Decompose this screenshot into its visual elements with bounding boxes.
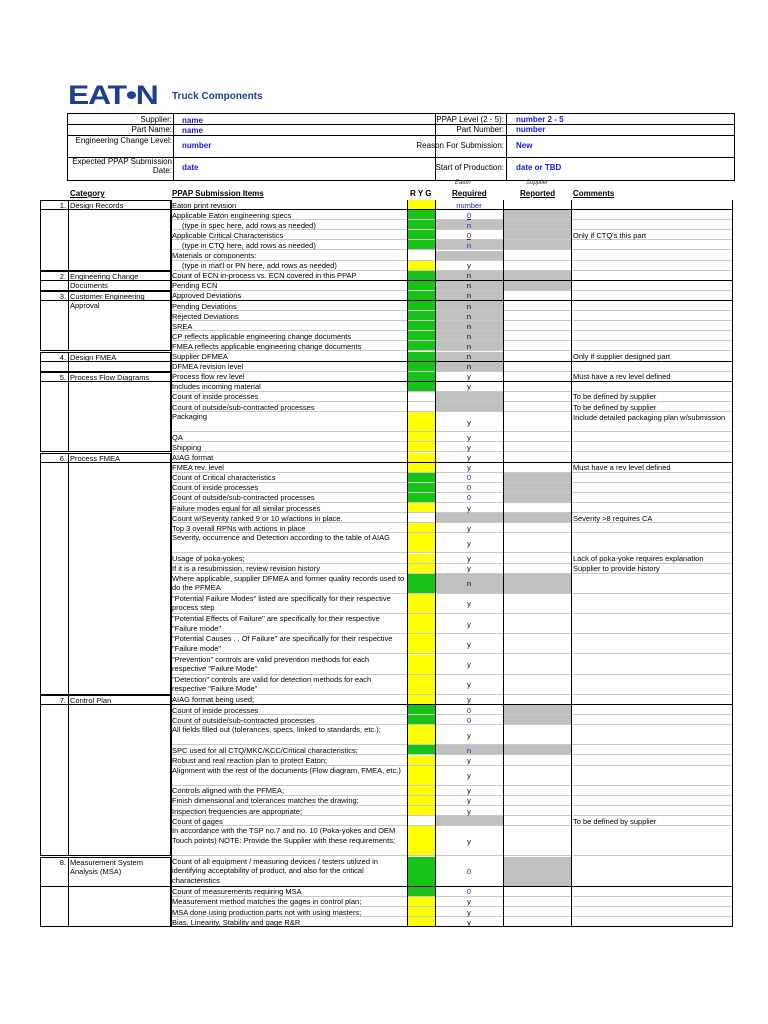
required-value[interactable]: y (467, 372, 471, 382)
section-number: 2. (59, 271, 66, 281)
required-value[interactable]: n (466, 291, 472, 301)
col-comments: Comments (573, 189, 615, 198)
submission-item: FMEA reflects applicable engineering change documents (172, 341, 362, 351)
section-number-cell (40, 857, 69, 928)
submission-item: Count of all equipment / measuring devices / testers utilized in identifying acceptability of product, and also for the critical characteristics (172, 856, 378, 885)
submission-item: AIAG format (172, 453, 214, 462)
part-name-label: Part Name: (131, 125, 172, 134)
required-value[interactable]: n (466, 271, 472, 281)
submission-item: (type in spec here, add rows as needed) (182, 220, 316, 230)
required-value[interactable]: 0 (466, 493, 472, 503)
comment-text: To be defined by supplier (573, 402, 657, 412)
submission-item: Count of inside processes (172, 392, 259, 402)
submission-item: "Potential Failure Modes" listed are specifically for their respective process step (172, 593, 391, 613)
part-name-value[interactable]: name (182, 126, 203, 135)
submission-item: Applicable Critical Characteristics (172, 230, 284, 240)
required-value[interactable]: y (467, 907, 471, 917)
start-value[interactable]: date or TBD (516, 163, 562, 172)
required-value[interactable]: n (466, 331, 472, 341)
col-items: PPAP Submission Items (172, 189, 264, 198)
col-category: Category (70, 189, 105, 198)
col-eaton: Eaton (455, 180, 471, 186)
submission-item: Failure modes equal for all similar processes (172, 503, 321, 513)
submission-item: Where applicable, supplier DFMEA and former quality records used to do the PFMEA (172, 573, 405, 593)
submission-item: Inspection frequencies are appropriate; (172, 806, 303, 816)
required-value[interactable]: y (467, 619, 471, 629)
section-category-cell (68, 200, 171, 271)
section-number-cell (40, 291, 69, 352)
required-value[interactable]: number (456, 200, 482, 210)
section-number-cell (40, 271, 69, 291)
submission-item: Supplier DFMEA (172, 352, 228, 361)
required-value[interactable]: y (467, 261, 471, 271)
ryg-status-cell[interactable] (407, 675, 435, 695)
ryg-status-cell[interactable] (407, 412, 435, 432)
required-value[interactable]: y (467, 730, 471, 740)
submission-item: Applicable Eaton engineering specs (172, 210, 292, 220)
submission-item: Count of measurements requiring MSA (172, 887, 302, 897)
submission-item: "Potential Effects of Failure" are specifically for their respective "Failure mode" (172, 614, 380, 633)
submission-item: Alignment with the rest of the documents (Flow diagram, FMEA, etc.) (172, 765, 401, 775)
section-number-cell (40, 352, 69, 372)
ryg-status-cell[interactable] (407, 655, 435, 675)
required-value[interactable]: y (467, 680, 471, 690)
ryg-status-cell[interactable] (407, 614, 435, 634)
section-category: Engineering Change Documents (70, 271, 139, 291)
submission-item: Materials or components: (172, 251, 257, 260)
comment-text: Include detailed packaging plan w/submission (573, 412, 726, 422)
expected-value[interactable]: date (182, 163, 199, 172)
submission-item: Top 3 overall RPNs with actions in place (172, 523, 306, 533)
section-category-cell (68, 372, 171, 453)
submission-item: Packaging (172, 412, 208, 422)
col-supplier: Supplier (526, 180, 549, 186)
submission-item: (type in mat'l or PN here, add rows as needed) (182, 261, 337, 271)
column-divider (571, 200, 572, 926)
column-divider (407, 200, 408, 926)
ppap-checklist-table (40, 200, 733, 926)
brand-subtitle: Truck Components (172, 91, 263, 102)
submission-item: "Detection" controls are valid for detection methods for each respective "Failure Mode" (172, 674, 372, 694)
submission-item: DFMEA revision level (172, 362, 244, 372)
column-divider (503, 200, 504, 926)
submission-item: Count of Critical characteristics (172, 473, 276, 483)
required-value[interactable]: y (467, 897, 471, 907)
section-number-cell (40, 372, 69, 453)
ryg-status-cell[interactable] (407, 766, 435, 786)
part-number-value[interactable]: number (516, 125, 546, 134)
ryg-status-cell[interactable] (407, 574, 435, 594)
submission-item: CP reflects applicable engineering change documents (172, 331, 352, 341)
submission-item: FMEA rev. level (172, 463, 224, 473)
submission-item: Usage of poka-yokes; (172, 554, 245, 563)
submission-item: QA (172, 432, 183, 442)
required-value[interactable]: y (467, 554, 471, 564)
submission-item: AIAG format being used; (172, 695, 255, 705)
required-value[interactable]: n (466, 281, 472, 291)
section-category: Measurement System Analysis (MSA) (70, 857, 143, 876)
submission-item: Bias, Linearity, Stability and gage R&R (172, 917, 301, 927)
submission-item: Process flow rev level (172, 372, 245, 382)
required-value[interactable]: 0 (466, 705, 472, 715)
required-value[interactable]: y (467, 917, 471, 927)
submission-item: SREA (172, 321, 193, 331)
submission-item: Shipping (172, 442, 202, 452)
submission-item: Count of gages (172, 816, 223, 826)
submission-item: Finish dimensional and tolerances matches the drawing; (172, 796, 359, 806)
section-number: 6. (59, 453, 66, 463)
required-value[interactable]: 0 (466, 715, 472, 725)
part-number-label: Part Number: (456, 125, 504, 134)
submission-item: Rejected Deviations (172, 311, 239, 321)
ryg-status-cell[interactable] (407, 826, 435, 856)
section-category-cell (68, 857, 171, 928)
submission-item: In accordance with the TSP no.7 and no. 10 (Poka-yokes and OEM Touch points) NOTE: Provide the Supplier with these requirements; (172, 826, 396, 845)
comment-text: Must have a rev level defined (573, 463, 671, 473)
required-value[interactable]: y (467, 786, 471, 796)
required-value[interactable]: n (466, 341, 472, 351)
required-value[interactable]: y (467, 796, 471, 806)
submission-item: Approved Deviations (172, 291, 242, 301)
ryg-status-cell[interactable] (407, 725, 435, 745)
required-value[interactable]: y (467, 771, 471, 781)
submission-item: Count of outside/sub-contracted processes (172, 715, 315, 725)
submission-item: Robust and real reaction plan to protect Eaton; (172, 756, 328, 765)
required-value[interactable]: 0 (466, 473, 472, 483)
submission-item: Eaton print revision (172, 200, 237, 210)
table-bottom-border (40, 926, 733, 927)
col-reported: Reported (520, 189, 556, 198)
ryg-status-cell[interactable] (407, 634, 435, 654)
submission-item: Count of inside processes (172, 705, 259, 715)
eaton-logo: EAT•N (68, 80, 158, 110)
supplier-label: Supplier: (140, 115, 172, 124)
section-number-cell (40, 695, 69, 857)
section-category-cell (68, 352, 171, 372)
eng-change-label: Engineering Change Level: (75, 136, 172, 145)
submission-item: "Potential Causes . . Of Failure" are specifically for their respective "Failure mode" (172, 634, 393, 653)
section-category-cell (68, 271, 171, 291)
submission-item: Controls aligned with the PFMEA; (172, 786, 285, 796)
required-value[interactable]: 0 (466, 867, 472, 877)
submission-item: SPC used for all CTQ/MKC/KCC/Critical characteristics; (172, 745, 358, 755)
required-value[interactable]: n (466, 311, 472, 321)
ppap-level-value[interactable]: number 2 - 5 (516, 115, 564, 124)
submission-item: Severity, occurrence and Detection according to the table of AIAG (172, 533, 390, 543)
submission-item: Count w/Severity ranked 9 or 10 w/actions in place. (172, 513, 343, 523)
comment-text: Only if supplier designed part (573, 352, 671, 361)
section-number-cell (40, 453, 69, 695)
col-ryg: R Y G (410, 189, 432, 198)
section-number: 3. (59, 291, 66, 301)
required-value[interactable]: 0 (466, 210, 472, 220)
required-value[interactable]: y (467, 695, 471, 705)
submission-item: Pending Deviations (172, 301, 237, 311)
comment-text: Supplier to provide history (573, 564, 660, 574)
reason-value[interactable]: New (516, 141, 533, 150)
col-required: Required (452, 189, 487, 198)
reason-label: Reason For Submission: (416, 141, 504, 150)
section-number: 4. (59, 352, 66, 362)
submission-item: MSA done using production parts not with using masters; (172, 907, 362, 917)
section-number: 5. (59, 372, 66, 382)
required-value[interactable]: n (466, 220, 472, 230)
section-number: 8. (59, 857, 66, 867)
submission-item: Includes incoming material (172, 382, 261, 392)
supplier-value[interactable]: name (182, 116, 203, 125)
required-value[interactable]: y (467, 382, 471, 392)
comment-text: Must have a rev level defined (573, 372, 671, 382)
comment-text: Only if CTQ's this part (573, 230, 647, 240)
section-number-cell (40, 200, 69, 271)
section-category: Customer Engineering Approval (70, 291, 145, 311)
submission-item: If it is a resubmission, review revision history (172, 564, 320, 574)
required-value[interactable]: y (467, 523, 471, 533)
comment-text: Lack of poka-yoke requires explanation (573, 554, 704, 563)
required-value[interactable]: y (467, 417, 471, 427)
required-value[interactable]: n (466, 240, 472, 250)
section-category-cell (68, 453, 171, 695)
submission-item: All fields filled out (tolerances, specs, linked to standards, etc.); (172, 725, 381, 735)
required-value[interactable]: y (467, 564, 471, 574)
required-value[interactable]: y (467, 836, 471, 846)
section-category-cell (68, 695, 171, 857)
submission-item: Count of outside/sub-contracted processes (172, 402, 315, 412)
ryg-status-cell[interactable] (407, 533, 435, 553)
expected-label: Expected PPAP Submission Date: (72, 157, 172, 175)
start-label: Start of Production: (435, 163, 504, 172)
submission-item: "Prevention" controls are valid prevention methods for each respective "Failure Mode" (172, 654, 370, 673)
section-category: Design Records (70, 201, 124, 210)
required-value[interactable]: y (467, 432, 471, 442)
ppap-level-label: PPAP Level (2 - 5): (436, 115, 504, 124)
column-divider (435, 200, 436, 926)
submission-item: Count of ECN in-process vs. ECN covered in this PPAP (172, 271, 357, 281)
eng-change-value[interactable]: number (182, 141, 212, 150)
submission-item: (type in CTQ here, add rows as needed) (182, 240, 316, 250)
required-value[interactable]: n (466, 579, 472, 589)
section-number: 7. (59, 695, 66, 705)
required-value[interactable]: y (467, 503, 471, 513)
comment-text: Severity >8 requires CA (573, 513, 653, 523)
section-category: Process FMEA (70, 453, 121, 463)
section-category: Control Plan (70, 695, 112, 705)
required-value[interactable]: y (467, 660, 471, 670)
section-category: Design FMEA (70, 352, 117, 362)
section-number: 1. (59, 201, 66, 210)
required-value[interactable]: y (467, 463, 471, 473)
submission-item: Measurement method matches the gages in control plan; (172, 897, 362, 907)
ryg-status-cell[interactable] (407, 594, 435, 614)
required-value[interactable]: y (467, 806, 471, 816)
required-value[interactable]: y (467, 639, 471, 649)
required-value[interactable]: n (466, 301, 472, 311)
required-value[interactable]: n (466, 352, 472, 362)
comment-text: To be defined by supplier (573, 816, 657, 826)
required-value[interactable]: n (466, 745, 472, 755)
required-value[interactable]: 0 (466, 887, 472, 897)
required-value[interactable]: y (467, 538, 471, 548)
required-value[interactable]: n (466, 321, 472, 331)
ryg-status-cell[interactable] (407, 857, 435, 887)
required-value[interactable]: y (467, 442, 471, 452)
section-category-cell (68, 291, 171, 352)
required-value[interactable]: y (467, 599, 471, 609)
column-divider (171, 200, 172, 926)
submission-item: Count of inside processes (172, 483, 259, 493)
submission-item: Pending ECN (172, 281, 218, 291)
section-category: Process Flow Diagrams (70, 372, 150, 382)
submission-item: Count of outside/sub-contracted processes (172, 493, 315, 503)
required-value[interactable]: 0 (466, 483, 472, 493)
required-value[interactable]: n (466, 362, 472, 372)
required-value[interactable]: y (467, 756, 471, 766)
column-divider (732, 200, 733, 926)
comment-text: To be defined by supplier (573, 392, 657, 402)
required-value[interactable]: 0 (466, 230, 472, 240)
header-info-box (67, 113, 735, 181)
required-value[interactable]: y (467, 453, 471, 463)
